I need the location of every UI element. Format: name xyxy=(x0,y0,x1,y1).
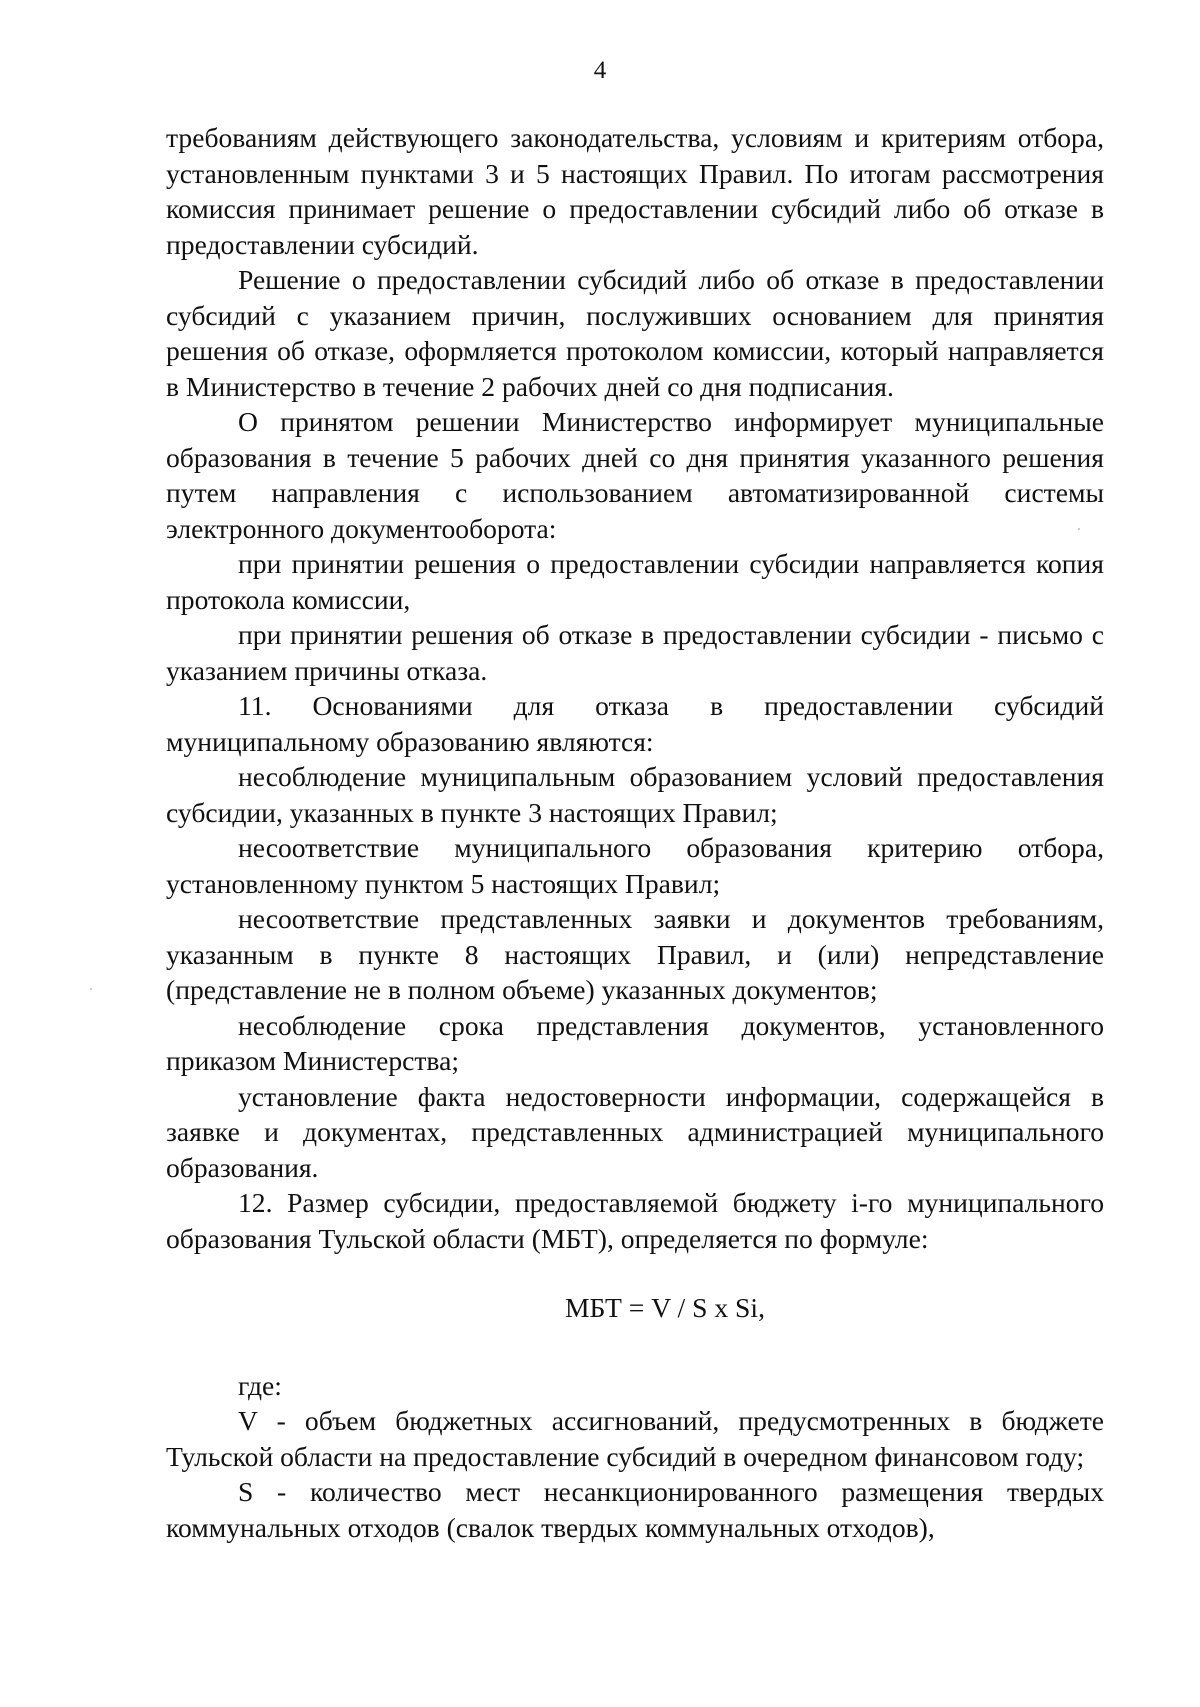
definition-v: V - объем бюджетных ассигнований, предусмотренных в бюджете Тульской области на предоставление субсидий в очередном финансовом году; xyxy=(166,1405,1104,1472)
paragraph: при принятии решения об отказе в предоставлении субсидии - письмо с указанием причины отказа. xyxy=(166,619,1104,686)
scan-speck xyxy=(90,988,92,990)
scan-speck xyxy=(1078,528,1080,530)
paragraph: несоблюдение муниципальным образованием условий предоставления субсидии, указанных в пункте 3 настоящих Правил; xyxy=(166,761,1104,828)
paragraph: несоответствие муниципального образования критерию отбора, установленному пунктом 5 настоящих Правил; xyxy=(166,832,1104,899)
paragraph: О принятом решении Министерство информирует муниципальные образования в течение 5 рабочих дней со дня принятия указанного решения путем направления с использованием автоматизированной системы электронного документооборота: xyxy=(166,406,1104,544)
paragraph: установление факта недостоверности информации, содержащейся в заявке и документах, представленных администрацией муниципального образования. xyxy=(166,1080,1104,1183)
paragraph: несоблюдение срока представления документов, установленного приказом Министерства; xyxy=(166,1009,1104,1076)
definition-s: S - количество мест несанкционированного размещения твердых коммунальных отходов (свалок твердых коммунальных отходов), xyxy=(166,1476,1104,1543)
page-number: 4 xyxy=(593,57,607,84)
clause-12-heading: 12. Размер субсидии, предоставляемой бюджету i-го муниципального образования Тульской области (МБТ), определяется по формуле: xyxy=(166,1187,1104,1254)
paragraph: при принятии решения о предоставлении субсидии направляется копия протокола комиссии, xyxy=(166,548,1104,615)
where-label: где: xyxy=(238,1369,282,1401)
subsidy-formula: МБТ = V / S x Si, xyxy=(565,1292,765,1323)
paragraph: несоответствие представленных заявки и документов требованиям, указанным в пункте 8 настоящих Правил, и (или) непредставление (представление не в полном объеме) указанных документов; xyxy=(166,903,1104,1005)
clause-11-heading: 11. Основаниями для отказа в предоставлении субсидий муниципальному образованию являются: xyxy=(166,690,1104,757)
document-body xyxy=(166,120,1104,1545)
paragraph: требованиям действующего законодательства, условиям и критериям отбора, установленным пунктами 3 и 5 настоящих Правил. По итогам рассмотрения комиссия принимает решение о предоставлении субсидий либо об отказе в предоставлении субсидий. xyxy=(166,122,1104,260)
paragraph: Решение о предоставлении субсидий либо об отказе в предоставлении субсидий с указанием причин, послуживших основанием для принятия решения об отказе, оформляется протоколом комиссии, который направляется в Министерство в течение 2 рабочих дней со дня подписания. xyxy=(166,264,1104,402)
